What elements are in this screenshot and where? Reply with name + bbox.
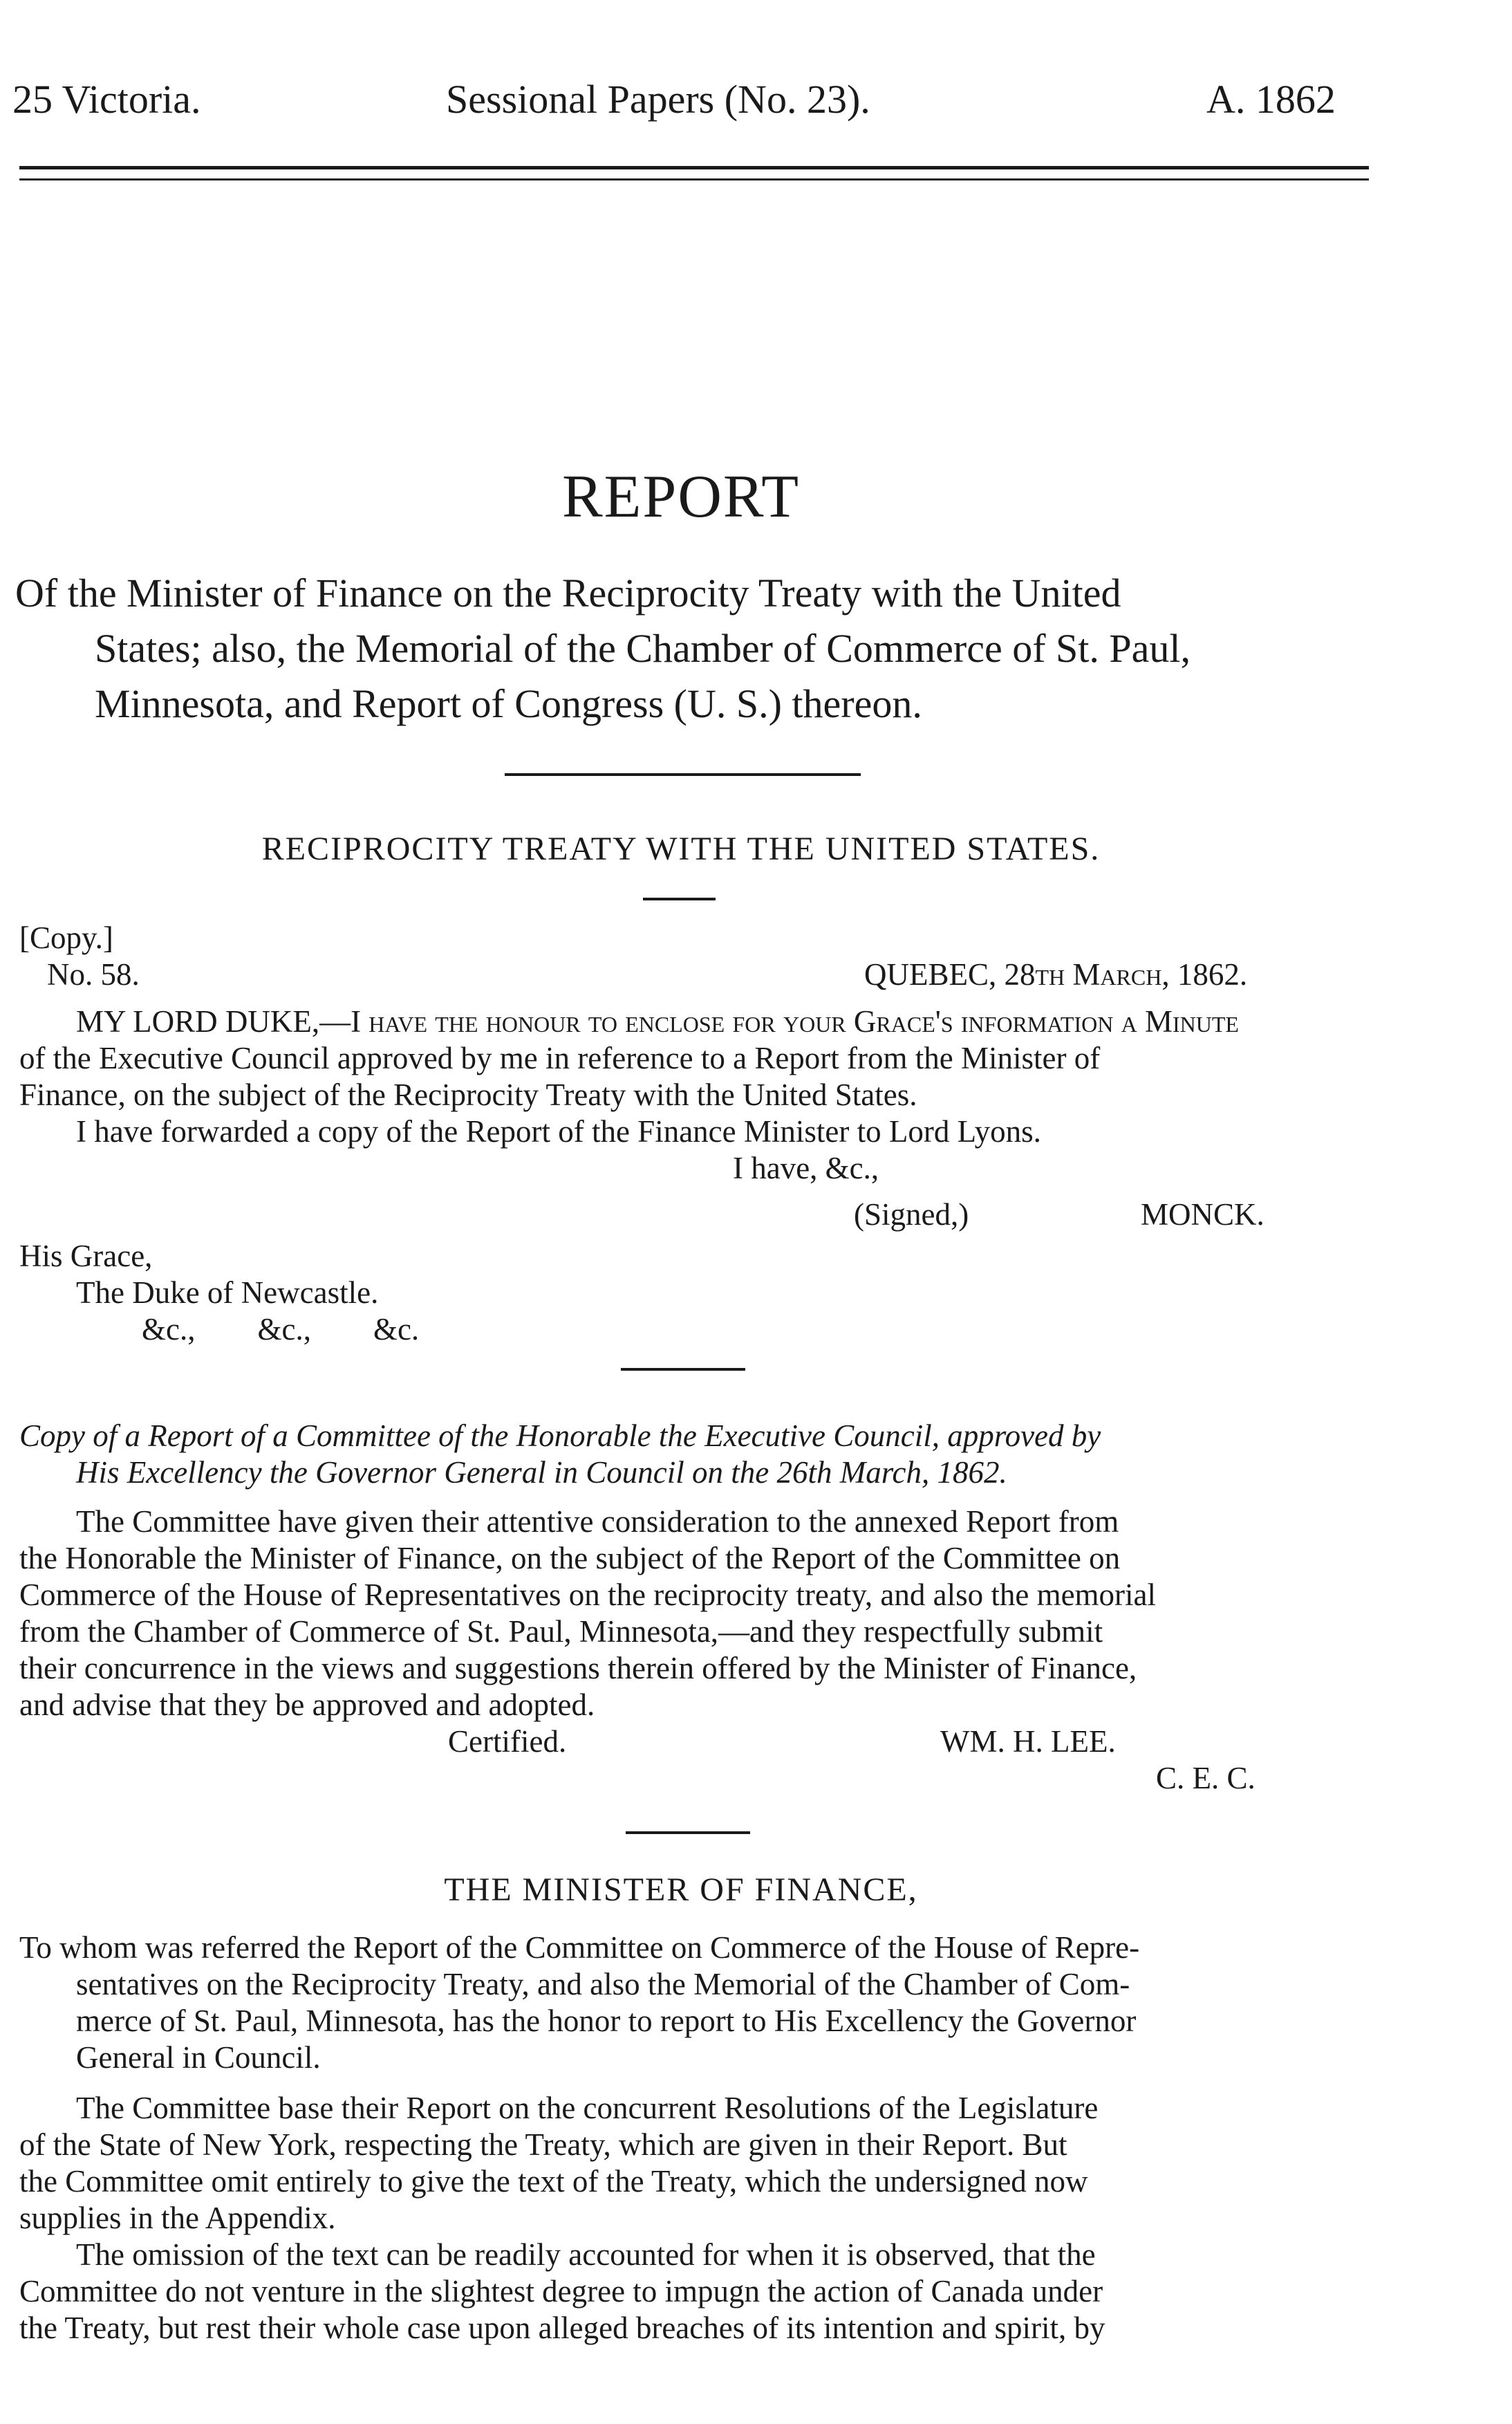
subtitle-line: Minnesota, and Report of Congress (U. S.) thereon. bbox=[95, 681, 922, 726]
addressee-line: &c., &c., &c. bbox=[142, 1312, 420, 1347]
finance-intro-line: To whom was referred the Report of the Committee on Commerce of the House of Repre- bbox=[19, 1930, 1140, 1965]
minute-signatory: WM. H. LEE. bbox=[940, 1724, 1116, 1759]
subtitle-line: States; also, the Memorial of the Chamber of Commerce of St. Paul, bbox=[95, 626, 1191, 671]
minute-body-line: from the Chamber of Commerce of St. Paul, Minnesota,—and they respectfully submit bbox=[19, 1614, 1103, 1649]
despatch-number: No. 58. bbox=[47, 957, 140, 992]
minute-body-line: The Committee have given their attentive consideration to the annexed Report from bbox=[76, 1504, 1119, 1539]
despatch-line: of the Executive Council approved by me in reference to a Report from the Minister of bbox=[19, 1041, 1101, 1075]
header-rule-bottom bbox=[19, 178, 1369, 181]
finance-paragraph-line: The omission of the text can be readily accounted for when it is observed, that the bbox=[76, 2237, 1096, 2272]
despatch-line: Finance, on the subject of the Reciprocity Treaty with the United States. bbox=[19, 1077, 917, 1112]
finance-paragraph-line: of the State of New York, respecting the Treaty, which are given in their Report. But bbox=[19, 2127, 1067, 2162]
divider-rule bbox=[621, 1368, 745, 1371]
minute-signatory-title: C. E. C. bbox=[1156, 1761, 1256, 1795]
salutation: MY LORD DUKE,—I have the honour to enclose for your Grace's information a Minute bbox=[76, 1004, 1239, 1039]
divider-rule bbox=[643, 898, 716, 900]
minute-heading-line: Copy of a Report of a Committee of the Honorable the Executive Council, approved by bbox=[19, 1418, 1101, 1453]
finance-intro-line: merce of St. Paul, Minnesota, has the honor to report to His Excellency the Governor bbox=[76, 2004, 1137, 2038]
section-heading: RECIPROCITY TREATY WITH THE UNITED STATES. bbox=[261, 831, 1101, 867]
header-rule-top bbox=[19, 166, 1369, 169]
despatch-closing: I have, &c., bbox=[733, 1151, 879, 1185]
finance-paragraph-line: The Committee base their Report on the concurrent Resolutions of the Legislature bbox=[76, 2091, 1099, 2125]
minute-body-line: and advise that they be approved and adopted. bbox=[19, 1687, 595, 1722]
copy-mark: [Copy.] bbox=[19, 920, 113, 955]
minute-heading-line: His Excellency the Governor General in Council on the 26th March, 1862. bbox=[76, 1455, 1007, 1490]
despatch-place-date: QUEBEC, 28th March, 1862. bbox=[864, 957, 1248, 992]
addressee-line: The Duke of Newcastle. bbox=[76, 1275, 379, 1310]
page-title: REPORT bbox=[561, 463, 801, 530]
finance-paragraph-line: the Treaty, but rest their whole case upon alleged breaches of its intention and spirit, by bbox=[19, 2311, 1105, 2345]
subtitle-line: Of the Minister of Finance on the Reciprocity Treaty with the United bbox=[15, 571, 1121, 616]
finance-heading: THE MINISTER OF FINANCE, bbox=[444, 1871, 918, 1908]
header-regnal-year: 25 Victoria. bbox=[12, 77, 201, 122]
certified-label: Certified. bbox=[448, 1724, 567, 1759]
minute-body-line: Commerce of the House of Representatives on the reciprocity treaty, and also the memorial bbox=[19, 1578, 1157, 1612]
header-year: A. 1862 bbox=[1206, 77, 1336, 122]
finance-paragraph-line: Committee do not venture in the slightest degree to impugn the action of Canada under bbox=[19, 2274, 1103, 2309]
divider-rule bbox=[626, 1831, 750, 1834]
finance-intro-line: sentatives on the Reciprocity Treaty, and also the Memorial of the Chamber of Com- bbox=[76, 1967, 1130, 2001]
despatch-signatory: MONCK. bbox=[1141, 1197, 1264, 1232]
finance-intro-line: General in Council. bbox=[76, 2040, 321, 2075]
finance-paragraph-line: supplies in the Appendix. bbox=[19, 2201, 336, 2235]
minute-body-line: their concurrence in the views and suggestions therein offered by the Minister of Finance, bbox=[19, 1651, 1137, 1685]
despatch-line bbox=[76, 1003, 1239, 1040]
addressee-line: His Grace, bbox=[19, 1239, 153, 1273]
report-subtitle bbox=[15, 566, 1370, 732]
header-sessional-papers: Sessional Papers (No. 23). bbox=[446, 77, 870, 122]
divider-rule bbox=[505, 773, 861, 776]
despatch-line: I have forwarded a copy of the Report of the Finance Minister to Lord Lyons. bbox=[76, 1114, 1041, 1149]
minute-body-line: the Honorable the Minister of Finance, on the subject of the Report of the Committee on bbox=[19, 1541, 1121, 1575]
finance-paragraph-line: the Committee omit entirely to give the text of the Treaty, which the undersigned now bbox=[19, 2164, 1088, 2199]
despatch-signed: (Signed,) bbox=[854, 1197, 969, 1232]
